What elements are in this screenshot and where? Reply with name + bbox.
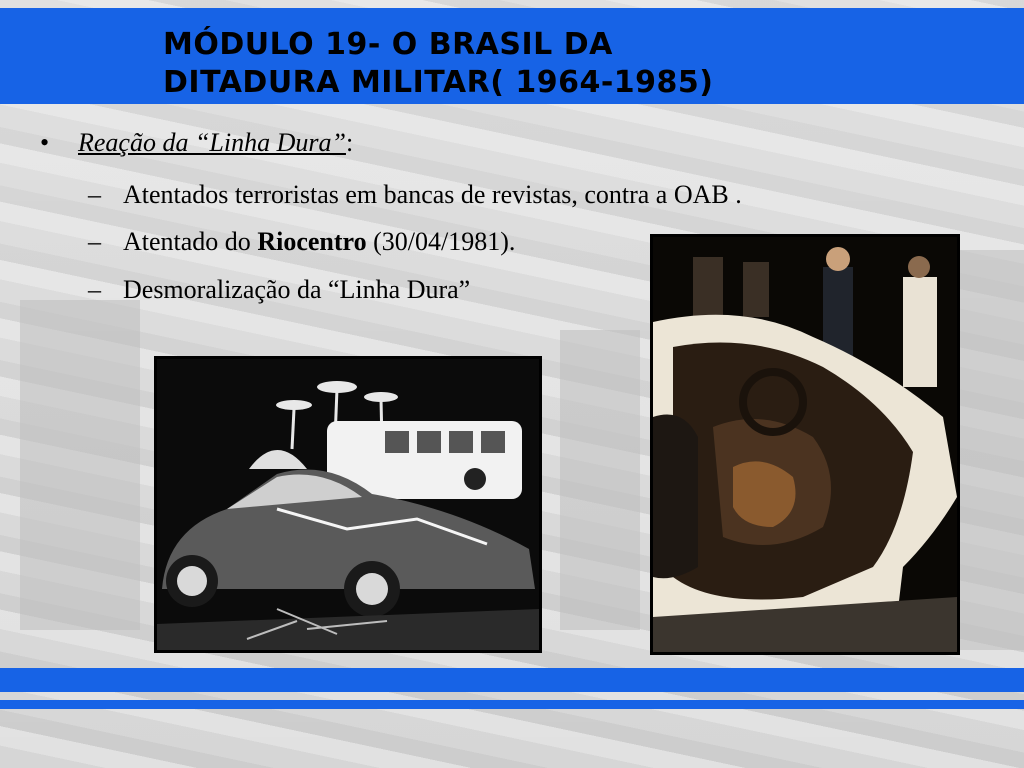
dash-marker: – — [88, 275, 101, 304]
sub-bullet-text-suffix: (30/04/1981). — [366, 227, 516, 256]
sub-bullet-text: Desmoralização da “Linha Dura” — [123, 275, 471, 304]
photo-burned-car-interior — [650, 234, 960, 655]
heading-label: Reação da “Linha Dura” — [78, 128, 346, 157]
sub-bullet-bold-text: Riocentro — [257, 227, 367, 256]
footer-stripe-thin — [0, 700, 1024, 709]
heading-suffix: : — [345, 128, 354, 157]
dash-marker: – — [88, 227, 101, 256]
slide-title-line-1: MÓDULO 19- O BRASIL DA — [163, 27, 613, 62]
slide-title-line-2: DITADURA MILITAR( 1964-1985) — [163, 65, 714, 100]
dash-marker: – — [88, 180, 101, 209]
photo-damaged-car-bw — [154, 356, 542, 653]
sub-bullet-text-prefix: Atentado do — [123, 227, 258, 256]
background-figure — [560, 330, 640, 630]
title-bar — [0, 8, 1024, 104]
sub-bullet-text: Atentados terroristas em bancas de revistas, contra a OAB . — [123, 180, 742, 209]
background-figure — [20, 300, 140, 630]
bullet-marker: • — [40, 128, 50, 157]
footer-stripe-thick — [0, 668, 1024, 692]
background-figure — [960, 250, 1024, 650]
slide-title — [163, 26, 714, 102]
